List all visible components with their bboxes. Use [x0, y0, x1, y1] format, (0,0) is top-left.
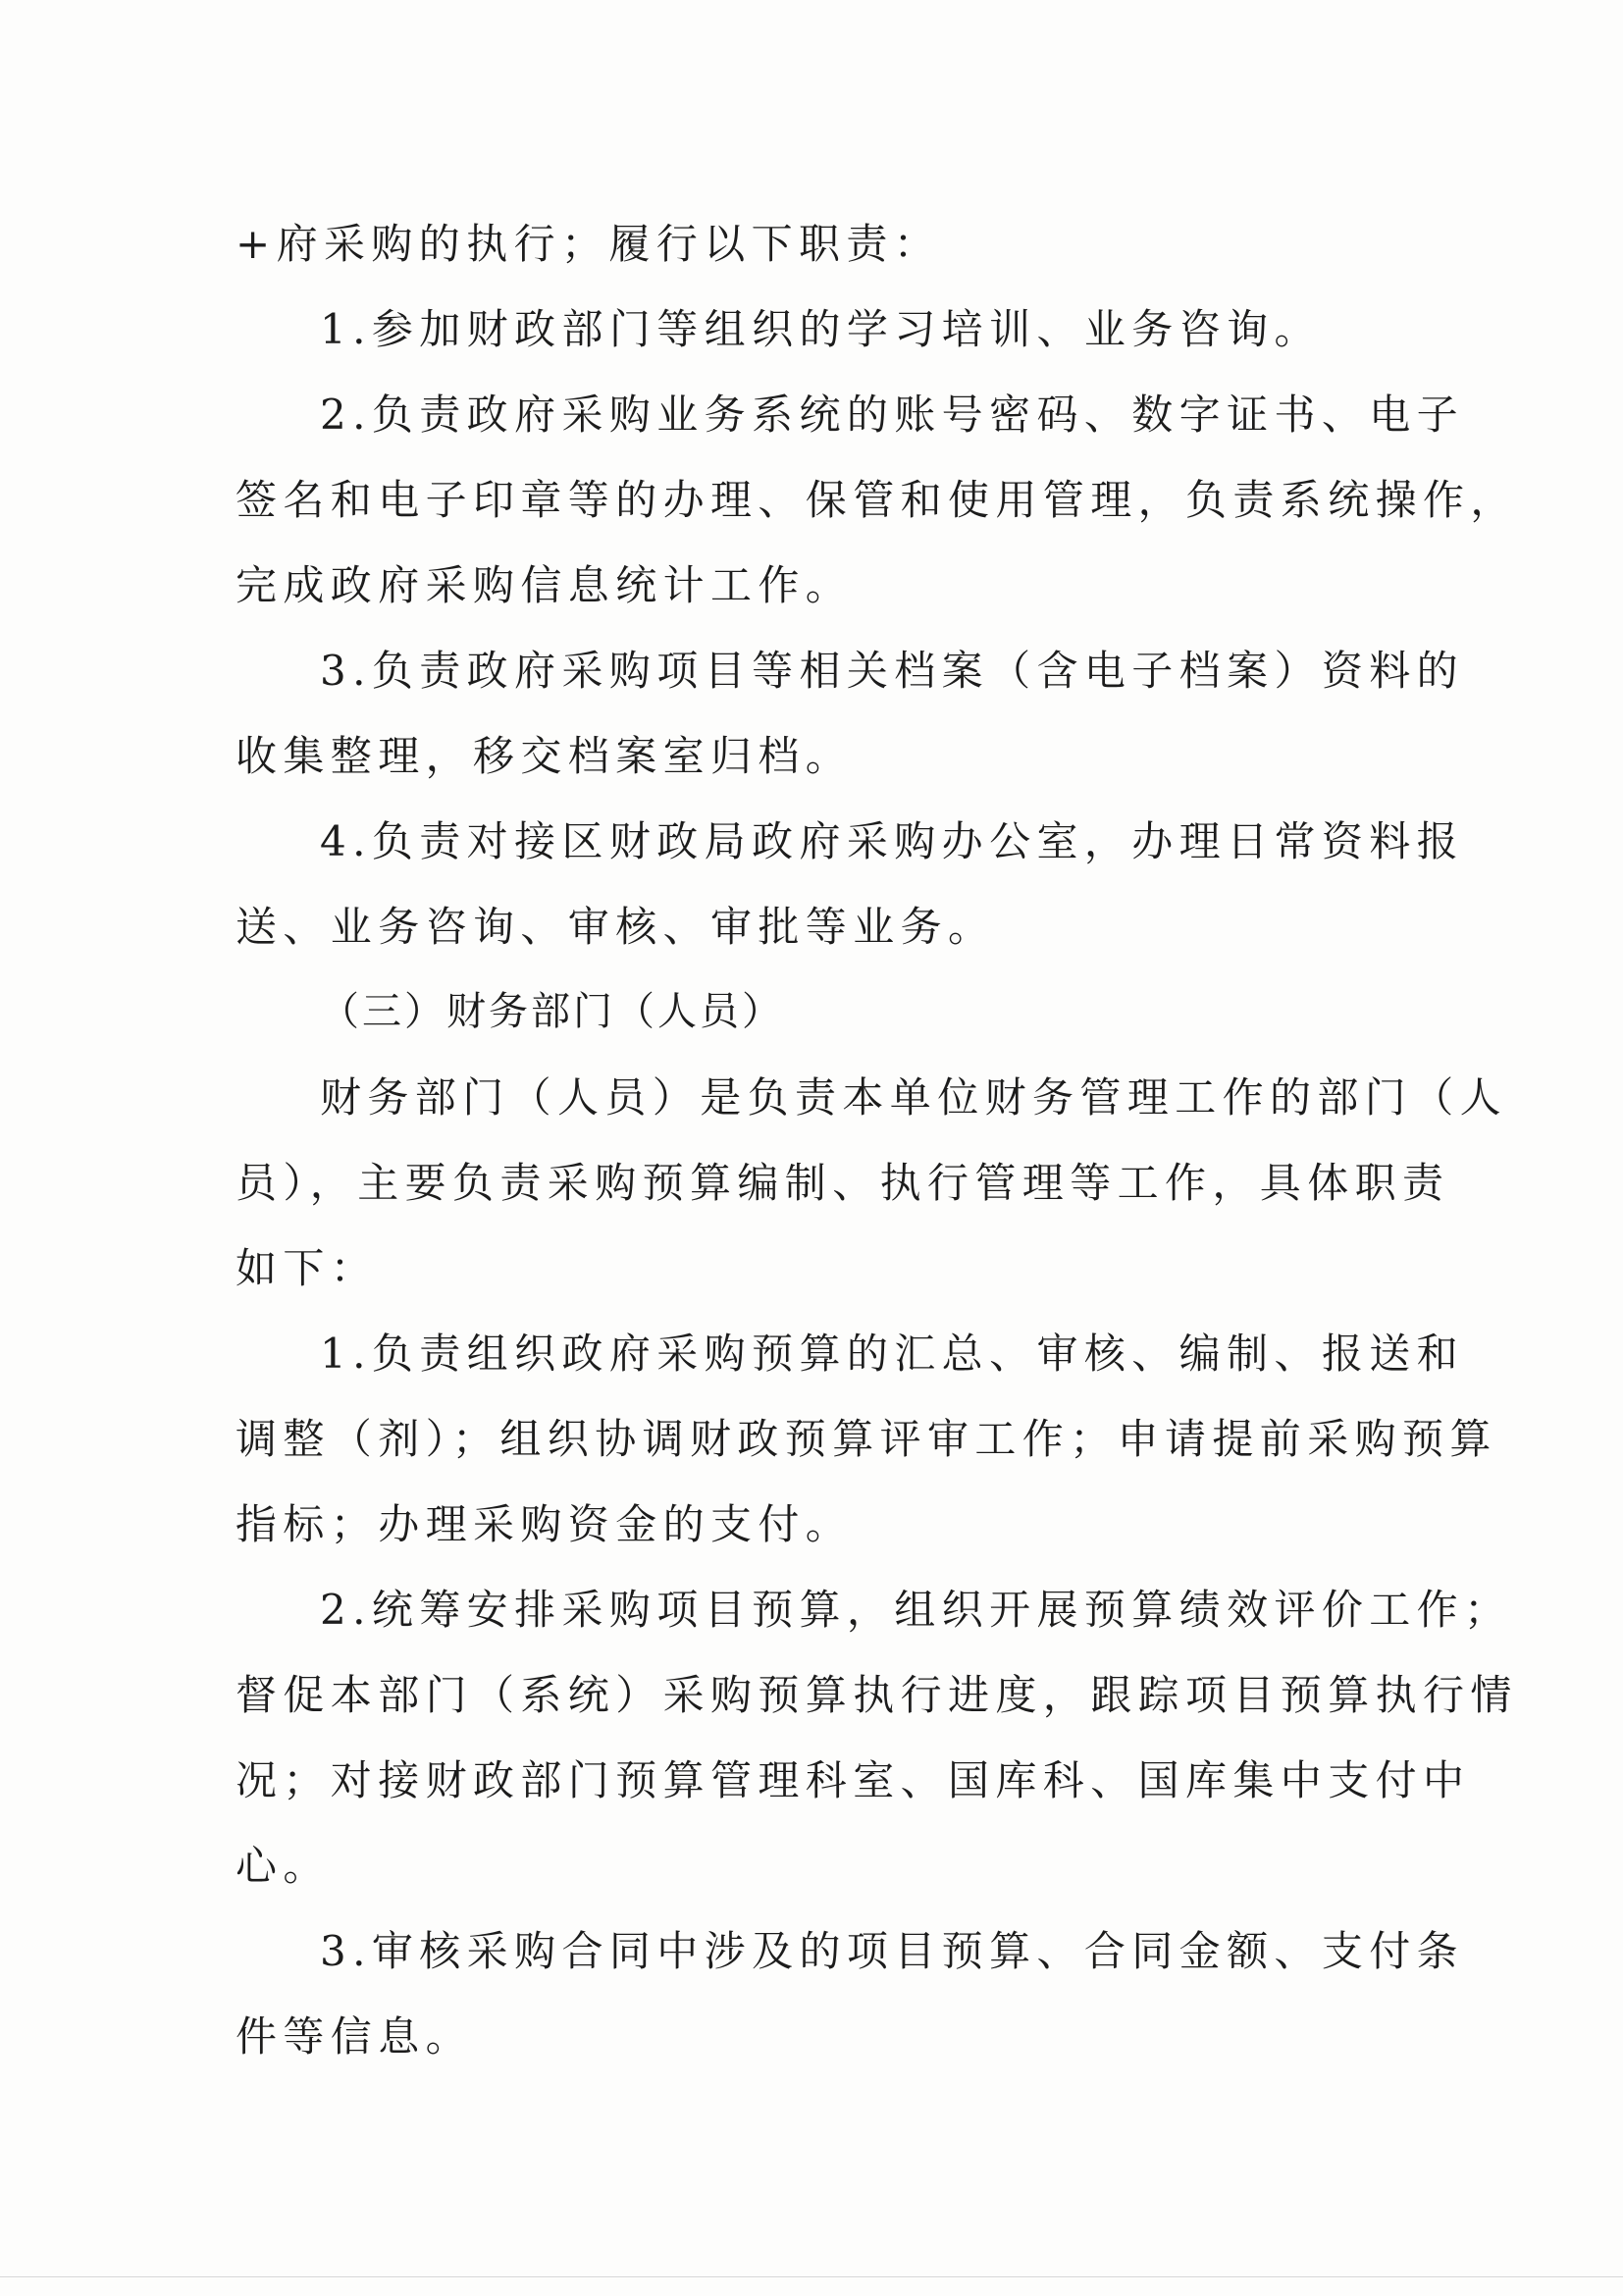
text-line: 件等信息。	[236, 2012, 474, 2061]
text-line: 调整（剂）；组织协调财政预算评审工作；申请提前采购预算	[236, 1415, 1497, 1463]
text-line: 况；对接财政部门预算管理科室、国库科、国库集中支付中	[236, 1756, 1471, 1804]
list-item: 3.审核采购合同中涉及的项目预算、合同金额、支付条	[320, 1927, 1465, 1975]
document-body	[236, 201, 1518, 2079]
list-item: 3.负责政府采购项目等相关档案（含电子档案）资料的	[320, 647, 1465, 695]
text-line: 员），主要负责采购预算编制、执行管理等工作，具体职责	[236, 1159, 1450, 1207]
text-line: 完成政府采购信息统计工作。	[236, 561, 854, 609]
list-item: 2.统筹安排采购项目预算，组织开展预算绩效评价工作；	[320, 1586, 1512, 1634]
text-line: 收集整理，移交档案室归档。	[236, 732, 854, 780]
text-line: +府采购的执行；履行以下职责：	[236, 220, 942, 268]
list-item: 1.负责组织政府采购预算的汇总、审核、编制、报送和	[320, 1330, 1465, 1378]
text-line: 如下：	[236, 1244, 379, 1292]
text-line: 心。	[236, 1842, 331, 1890]
text-line: 指标；办理采购资金的支付。	[236, 1500, 854, 1548]
text-line: 送、业务咨询、审核、审批等业务。	[236, 903, 996, 951]
scan-edge-line	[0, 2276, 1623, 2277]
list-item: 4.负责对接区财政局政府采购办公室，办理日常资料报	[320, 817, 1465, 865]
list-item: 2.负责政府采购业务系统的账号密码、数字证书、电子	[320, 391, 1465, 439]
text-line: 签名和电子印章等的办理、保管和使用管理，负责系统操作，	[236, 476, 1518, 524]
text-line: 督促本部门（系统）采购预算执行进度，跟踪项目预算执行情	[236, 1671, 1518, 1719]
paragraph-line: 财务部门（人员）是负责本单位财务管理工作的部门（人	[320, 1073, 1508, 1122]
section-heading: （三）财务部门（人员）	[320, 989, 784, 1034]
list-item: 1.参加财政部门等组织的学习培训、业务咨询。	[320, 305, 1322, 353]
